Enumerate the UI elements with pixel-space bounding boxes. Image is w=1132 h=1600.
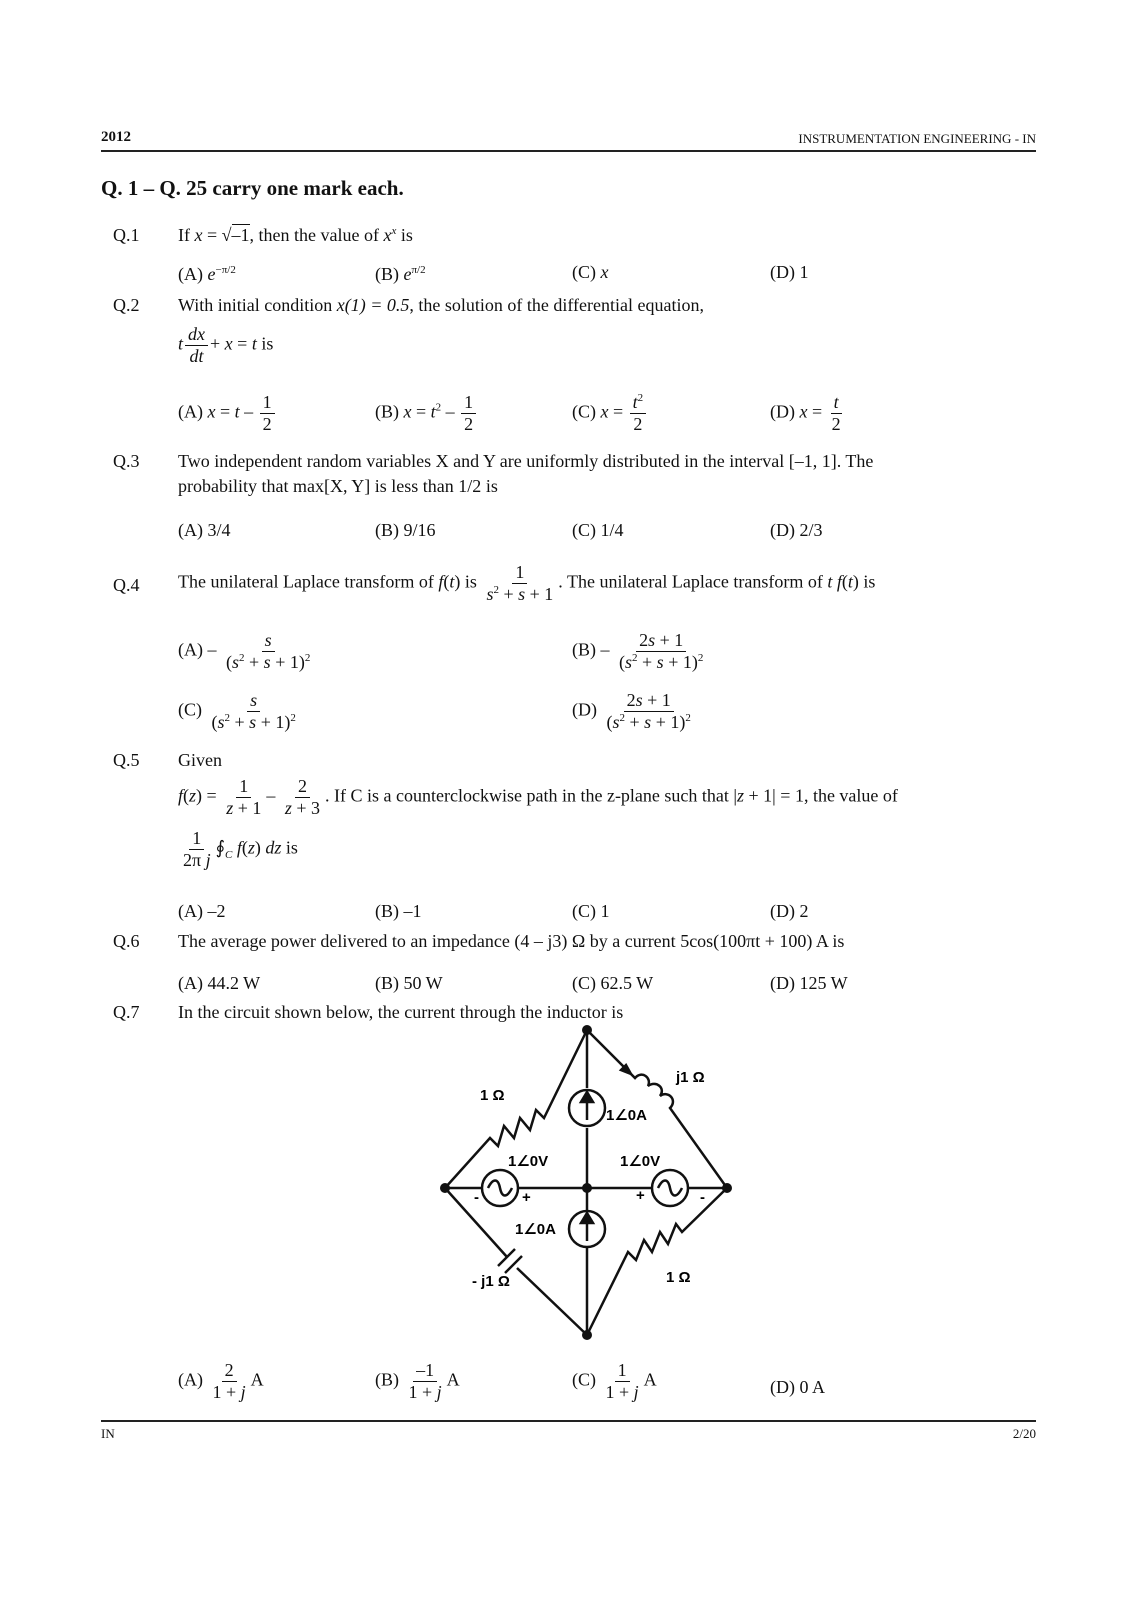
q6-option-d[interactable]: (D) 125 W (770, 973, 848, 993)
node-left (440, 1183, 450, 1193)
label-isrc-bottom: 1∠0A (515, 1221, 556, 1238)
q2-option-c[interactable]: (C) x = $\frac{t^2}{2}$ (572, 392, 648, 434)
q5-option-d[interactable]: (D) 2 (770, 901, 809, 921)
label-l-top: j1 Ω (676, 1069, 705, 1086)
q5-option-a[interactable]: (A) –2 (178, 901, 226, 921)
q2-number: Q.2 (113, 295, 140, 315)
label-isrc-top: 1∠0A (606, 1107, 647, 1124)
footer-rule (101, 1420, 1036, 1422)
header-rule (101, 150, 1036, 152)
q4-text: The unilateral Laplace transform of f(t) is $\frac{1}{s^2 + s + 1}$ . The unilateral Laplace transform of t f(t) is (178, 562, 876, 604)
label-r-top: 1 Ω (480, 1087, 505, 1104)
q1-option-d[interactable]: (D) 1 (770, 262, 809, 282)
q3-option-b[interactable]: (B) 9/16 (375, 520, 436, 540)
q7-number: Q.7 (113, 1002, 140, 1022)
label-vsrc-left: 1∠0V (508, 1153, 549, 1170)
resistor-bottom-right (587, 1188, 727, 1335)
circuit-diagram (420, 1020, 760, 1350)
q3-text: Two independent random variables X and Y are uniformly distributed in the interval [–1, 1]. The (178, 451, 874, 471)
q7-option-a[interactable]: (A) $\frac{2}{1 + j}$ A (178, 1360, 264, 1402)
node-bottom (582, 1330, 592, 1340)
node-right (722, 1183, 732, 1193)
label-cap: - j1 Ω (472, 1273, 510, 1290)
q3-option-c[interactable]: (C) 1/4 (572, 520, 624, 540)
q5-option-b[interactable]: (B) –1 (375, 901, 422, 921)
q2-option-b[interactable]: (B) $x = t^2$ – $\frac{1}{2}$ (375, 392, 478, 434)
q4-option-c[interactable]: (C) $\frac{s}{(s^2 + s + 1)^2}$ (178, 690, 296, 732)
node-center (582, 1183, 592, 1193)
header-year: 2012 (101, 129, 131, 145)
q5-text: Given (178, 750, 222, 770)
q2-equation: t $\frac{dx}{dt}$ + x = t is (178, 324, 274, 366)
q3-option-a[interactable]: (A) 3/4 (178, 520, 231, 540)
footer-page-number: 2/20 (1012, 1426, 1036, 1441)
q6-text: The average power delivered to an impedance (4 – j3) Ω by a current 5cos(100πt + 100) A is (178, 931, 845, 951)
q6-option-b[interactable]: (B) 50 W (375, 973, 443, 993)
section-title: Q. 1 – Q. 25 carry one mark each. (101, 176, 404, 200)
q6-option-c[interactable]: (C) 62.5 W (572, 973, 654, 993)
q4-option-b[interactable]: (B) – $\frac{2s + 1}{(s^2 + s + 1)^2}$ (572, 630, 704, 672)
q4-option-a[interactable]: (A) – $\frac{s}{(s^2 + s + 1)^2}$ (178, 630, 311, 672)
q7-option-b[interactable]: (B) $\frac{-1}{1 + j}$ A (375, 1360, 460, 1402)
q1-option-c[interactable]: (C) x (572, 262, 609, 282)
q1-option-b[interactable]: (B) $e^{\pi/2}$ (375, 264, 426, 284)
q5-number: Q.5 (113, 750, 140, 770)
minus-left: - (474, 1189, 479, 1206)
q2-option-d[interactable]: (D) x = $\frac{t}{2}$ (770, 392, 841, 434)
q4-option-d[interactable]: (D) $\frac{2s + 1}{(s^2 + s + 1)^2}$ (572, 690, 691, 732)
q3-text-2: probability that max[X, Y] is less than 1/2 is (178, 476, 498, 496)
label-r-bottom: 1 Ω (666, 1269, 691, 1286)
plus-left: + (522, 1189, 531, 1206)
node-top (582, 1025, 592, 1035)
q1-option-a[interactable]: (A) $e^{-\pi/2}$ (178, 264, 236, 284)
header-subject: INSTRUMENTATION ENGINEERING - IN (798, 131, 1036, 146)
q4-number: Q.4 (113, 575, 140, 595)
q5-integral: $\frac{1}{\text{2π j}}$ $∮_C$ f(z) dz is (183, 828, 298, 870)
footer-left: IN (101, 1426, 115, 1441)
minus-right: - (700, 1189, 705, 1206)
q6-number: Q.6 (113, 931, 140, 951)
q7-option-c[interactable]: (C) $\frac{1}{1 + j}$ A (572, 1360, 657, 1402)
q5-line2: f(z) = $\frac{1}{z + 1}$ – $\frac{2}{z + 3}$ . If C is a counterclockwise path in the z-plane such that |z + 1| = 1, the value of (178, 776, 898, 818)
q3-number: Q.3 (113, 451, 140, 471)
q3-option-d[interactable]: (D) 2/3 (770, 520, 823, 540)
plus-right: + (636, 1187, 645, 1204)
q7-option-d[interactable]: (D) 0 A (770, 1377, 825, 1397)
q6-option-a[interactable]: (A) 44.2 W (178, 973, 261, 993)
q2-text: With initial condition x(1) = 0.5, the solution of the differential equation, (178, 295, 704, 315)
q7-text: In the circuit shown below, the current through the inductor is (178, 1002, 624, 1022)
q1-number: Q.1 (113, 225, 140, 245)
label-vsrc-right: 1∠0V (620, 1153, 661, 1170)
q2-option-a[interactable]: (A) x = t – $\frac{1}{2}$ (178, 392, 277, 434)
q1-text: If x = √–1, then the value of $x^x$ is (178, 225, 413, 245)
q5-option-c[interactable]: (C) 1 (572, 901, 610, 921)
